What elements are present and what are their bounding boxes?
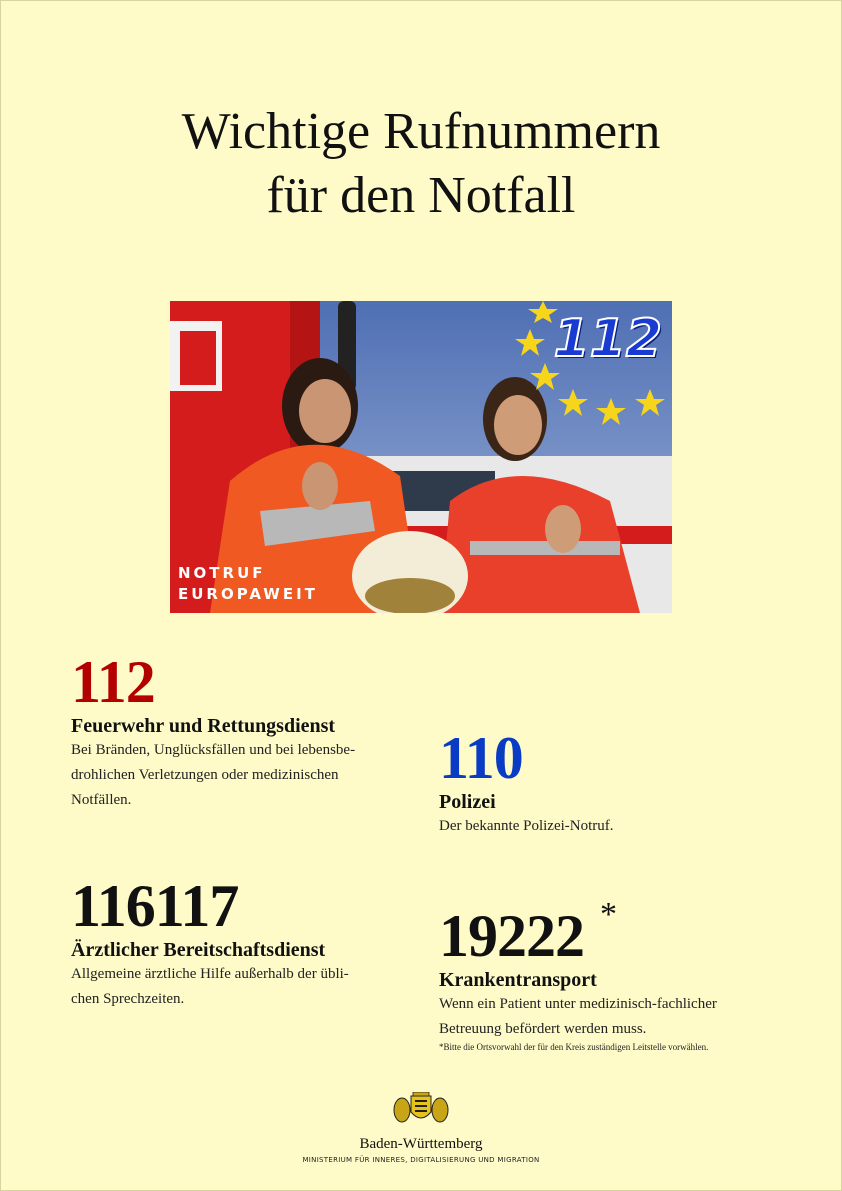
desc-19222-line-1: Wenn ein Patient unter medizinisch-fachlicher (439, 996, 717, 1012)
desc-116117-line-1: Allgemeine ärztliche Hilfe außerhalb der übli- (71, 966, 349, 982)
heading-112: Feuerwehr und Rettungsdienst (71, 715, 336, 737)
page-title (0, 100, 842, 228)
asterisk-19222: * (600, 896, 617, 933)
entry-112 (71, 649, 411, 813)
number-112: 112 (71, 649, 155, 715)
ministry-name: MINISTERIUM FÜR INNERES, DIGITALISIERUNG UND MIGRATION (302, 1156, 540, 1164)
number-116117: 116117 (71, 873, 239, 939)
photo-caption (178, 563, 318, 605)
desc-112-line-3: Notfällen. (71, 792, 132, 808)
desc-110-line-1: Der bekannte Polizei-Notruf. (439, 818, 614, 834)
desc-112-line-1: Bei Bränden, Unglücksfällen und bei lebensbe- (71, 742, 356, 758)
number-110: 110 (439, 725, 523, 791)
title-line-2: für den Notfall (266, 167, 576, 224)
entry-116117 (71, 873, 411, 1012)
footer (0, 1092, 842, 1166)
photo-caption-line-1: NOTRUF (178, 564, 266, 582)
state-name: Baden-Württemberg (359, 1136, 483, 1152)
photo-badge-112: 112 (553, 309, 662, 369)
entry-110 (439, 725, 779, 839)
footnote-19222: *Bitte die Ortsvorwahl der für den Kreis zuständigen Leitstelle vorwählen. (439, 1042, 709, 1052)
heading-116117: Ärztlicher Bereitschaftsdienst (71, 939, 326, 961)
desc-116117-line-2: chen Sprechzeiten. (71, 991, 185, 1007)
desc-19222-line-2: Betreuung befördert werden muss. (439, 1021, 647, 1037)
heading-110: Polizei (439, 791, 496, 813)
coat-of-arms-icon (391, 1092, 451, 1132)
title-line-1: Wichtige Rufnummern (181, 103, 661, 160)
number-19222: 19222 (439, 903, 584, 969)
heading-19222: Krankentransport (439, 969, 597, 991)
emergency-photo (170, 301, 672, 613)
desc-112-line-2: drohlichen Verletzungen oder medizinischen (71, 767, 339, 783)
photo-caption-line-2: EUROPAWEIT (178, 585, 318, 603)
